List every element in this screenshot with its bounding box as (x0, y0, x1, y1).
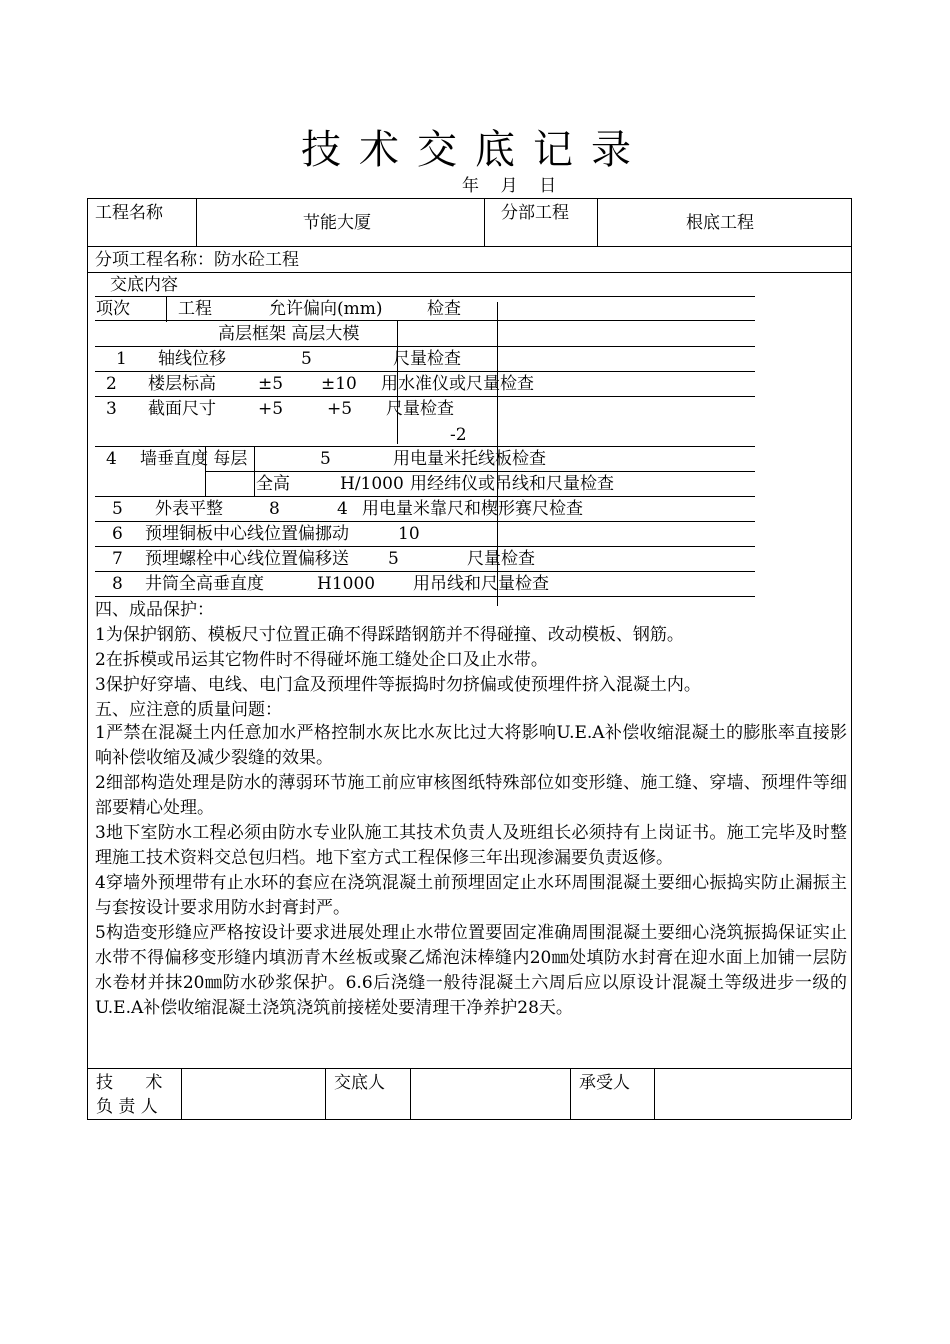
tech-lead-label-bottom: 负 责 人 (96, 1097, 158, 1117)
row7-check: 尺量检查 (467, 549, 535, 569)
row3-name: 截面尺寸 (148, 399, 216, 419)
header-divider-2 (484, 198, 485, 246)
inner-line-3 (95, 346, 755, 347)
row4-name: 墙垂直度 每层 (140, 449, 248, 469)
section4-item-3: 3保护好穿墙、电线、电门盒及预埋件等振捣时勿挤偏或使预埋件挤入混凝土内。 (95, 675, 701, 695)
inner-line-2 (95, 320, 755, 321)
inner-vline-1 (166, 296, 167, 322)
row6-name: 预埋铜板中心线位置偏挪动 (145, 524, 349, 544)
section5-item-5: 5构造变形缝应严格按设计要求进展处理止水带位置要固定准确周围混凝土要细心浇筑振捣保证实止水带不得偏移变形缝内填沥青木丝板或聚乙烯泡沫棒缝内20㎜处填防水封膏在迎水面上加铺一层防水卷材并抹20㎜防水砂浆保护。6.6后浇缝一般待混凝土六周后应以原设计混凝土等级进步一级的U.E.A补偿收缩混凝土浇筑浇筑前接槎处要清理干净养护28天。 (95, 923, 847, 1018)
col-tolerance-header: 允许偏向(mm) (269, 299, 383, 319)
row1-name: 轴线位移 (158, 349, 226, 369)
row2-check: 用水准仪或尺量检查 (381, 374, 534, 394)
row3-value-2: +5 (327, 399, 353, 419)
subitem-name: 分项工程名称：防水砼工程 (95, 250, 299, 270)
inner-line-6 (95, 446, 755, 447)
frame-top (87, 198, 851, 199)
division-label: 分部工程 (501, 203, 569, 223)
inner-line-10 (95, 546, 755, 547)
section4-item-1: 1为保护钢筋、模板尺寸位置正确不得踩踏钢筋并不得碰撞、改动模板、钢筋。 (95, 625, 684, 645)
row6-value: 10 (398, 524, 420, 544)
frame-right (851, 198, 852, 1119)
row2-no: 2 (106, 374, 117, 394)
header-divider-3 (597, 198, 598, 246)
row4b-value: H/1000 (340, 474, 404, 494)
header-row-line (87, 246, 851, 247)
row5-check: 用电量米靠尺和楔形赛尺检查 (362, 499, 583, 519)
footer-divider-4 (570, 1068, 571, 1119)
row2-name: 楼层标高 (148, 374, 216, 394)
inner-line-9 (95, 521, 755, 522)
row7-no: 7 (112, 549, 123, 569)
row3-check: 尺量检查 (386, 399, 454, 419)
row8-check: 用吊线和尺量检查 (413, 574, 549, 594)
content-label: 交底内容 (110, 275, 178, 295)
section4-title: 四、成品保护： (95, 600, 214, 620)
row8-no: 8 (112, 574, 123, 594)
date-line: 年 月 日 (462, 176, 557, 196)
section5-title: 五、应注意的质量问题： (95, 700, 282, 720)
frame-left (87, 198, 88, 1119)
section5-item-2: 2细部构造处理是防水的薄弱环节施工前应审核图纸特殊部位如变形缝、施工缝、穿墙、预埋件等细部要精心处理。 (95, 773, 847, 818)
header-divider-1 (196, 198, 197, 246)
row1-no: 1 (116, 349, 127, 369)
section5-item-4: 4穿墙外预埋带有止水环的套应在浇筑混凝土前预埋固定止水环周围混凝土要细心振捣实防止漏振主与套按设计要求用防水封膏封严。 (95, 873, 847, 918)
section5-item-1: 1严禁在混凝土内任意加水严格控制水灰比水灰比过大将影响U.E.A补偿收缩混凝土的膨胀率直接影响补偿收缩及减少裂缝的效果。 (95, 723, 847, 768)
row5-value-2: 4 (337, 499, 348, 519)
row3-no: 3 (106, 399, 117, 419)
row7-value: 5 (388, 549, 399, 569)
inner-line-11 (95, 571, 755, 572)
row5-value-1: 8 (269, 499, 280, 519)
project-name-value: 节能大厦 (303, 213, 371, 233)
subitem-row-line (87, 272, 851, 273)
row2-value-1: ±5 (258, 374, 284, 394)
row6-no: 6 (112, 524, 123, 544)
tech-lead-label-top: 技 术 (96, 1073, 163, 1093)
sub-header: 高层框架 高层大模 (218, 324, 360, 344)
row7-name: 预埋螺栓中心线位置偏移送 (145, 549, 349, 569)
row3-value-1: +5 (258, 399, 284, 419)
project-name-label: 工程名称 (95, 203, 163, 223)
footer-top-line (87, 1068, 851, 1069)
col-project-header: 工程 (178, 299, 212, 319)
col-check-header: 检查 (427, 299, 461, 319)
section4-item-2: 2在拆模或吊运其它物件时不得碰坏施工缝处企口及止水带。 (95, 650, 548, 670)
inner-line-1 (95, 296, 755, 297)
row8-name: 井筒全高垂直度 (145, 574, 264, 594)
row4-value: 5 (320, 449, 331, 469)
row5-no: 5 (112, 499, 123, 519)
section5-item-3: 3地下室防水工程必须由防水专业队施工其技术负责人及班组长必须持有上岗证书。施工完毕及时整理施工技术资料交总包归档。地下室方式工程保修三年出现渗漏要负责返修。 (95, 823, 847, 868)
row2-value-2: ±10 (321, 374, 357, 394)
inner-line-7 (205, 471, 755, 472)
row8-value: H1000 (317, 574, 376, 594)
col-item-header: 项次 (96, 299, 130, 319)
footer-divider-3 (410, 1068, 411, 1119)
footer-divider-2 (325, 1068, 326, 1119)
document-title: 技术交底记录 (301, 127, 649, 173)
row4b-check: 用经纬仪或吊线和尺量检查 (410, 474, 614, 494)
row3-extra: -2 (450, 425, 467, 445)
row5-name: 外表平整 (155, 499, 223, 519)
inner-line-5 (95, 396, 755, 397)
receiver-label: 承受人 (579, 1073, 630, 1093)
discloser-label: 交底人 (334, 1073, 385, 1093)
row4-no: 4 (106, 449, 117, 469)
footer-divider-1 (181, 1068, 182, 1119)
inner-line-8 (95, 496, 755, 497)
inner-line-12 (95, 596, 755, 597)
inner-line-4 (95, 371, 755, 372)
inner-vline-4 (254, 446, 255, 496)
row4-check: 用电量米托线板检查 (393, 449, 546, 469)
row4b-name: 全高 (256, 474, 290, 494)
footer-divider-5 (654, 1068, 655, 1119)
row1-value: 5 (301, 349, 312, 369)
row1-check: 尺量检查 (393, 349, 461, 369)
division-value: 根底工程 (686, 213, 754, 233)
frame-bottom (87, 1119, 851, 1120)
